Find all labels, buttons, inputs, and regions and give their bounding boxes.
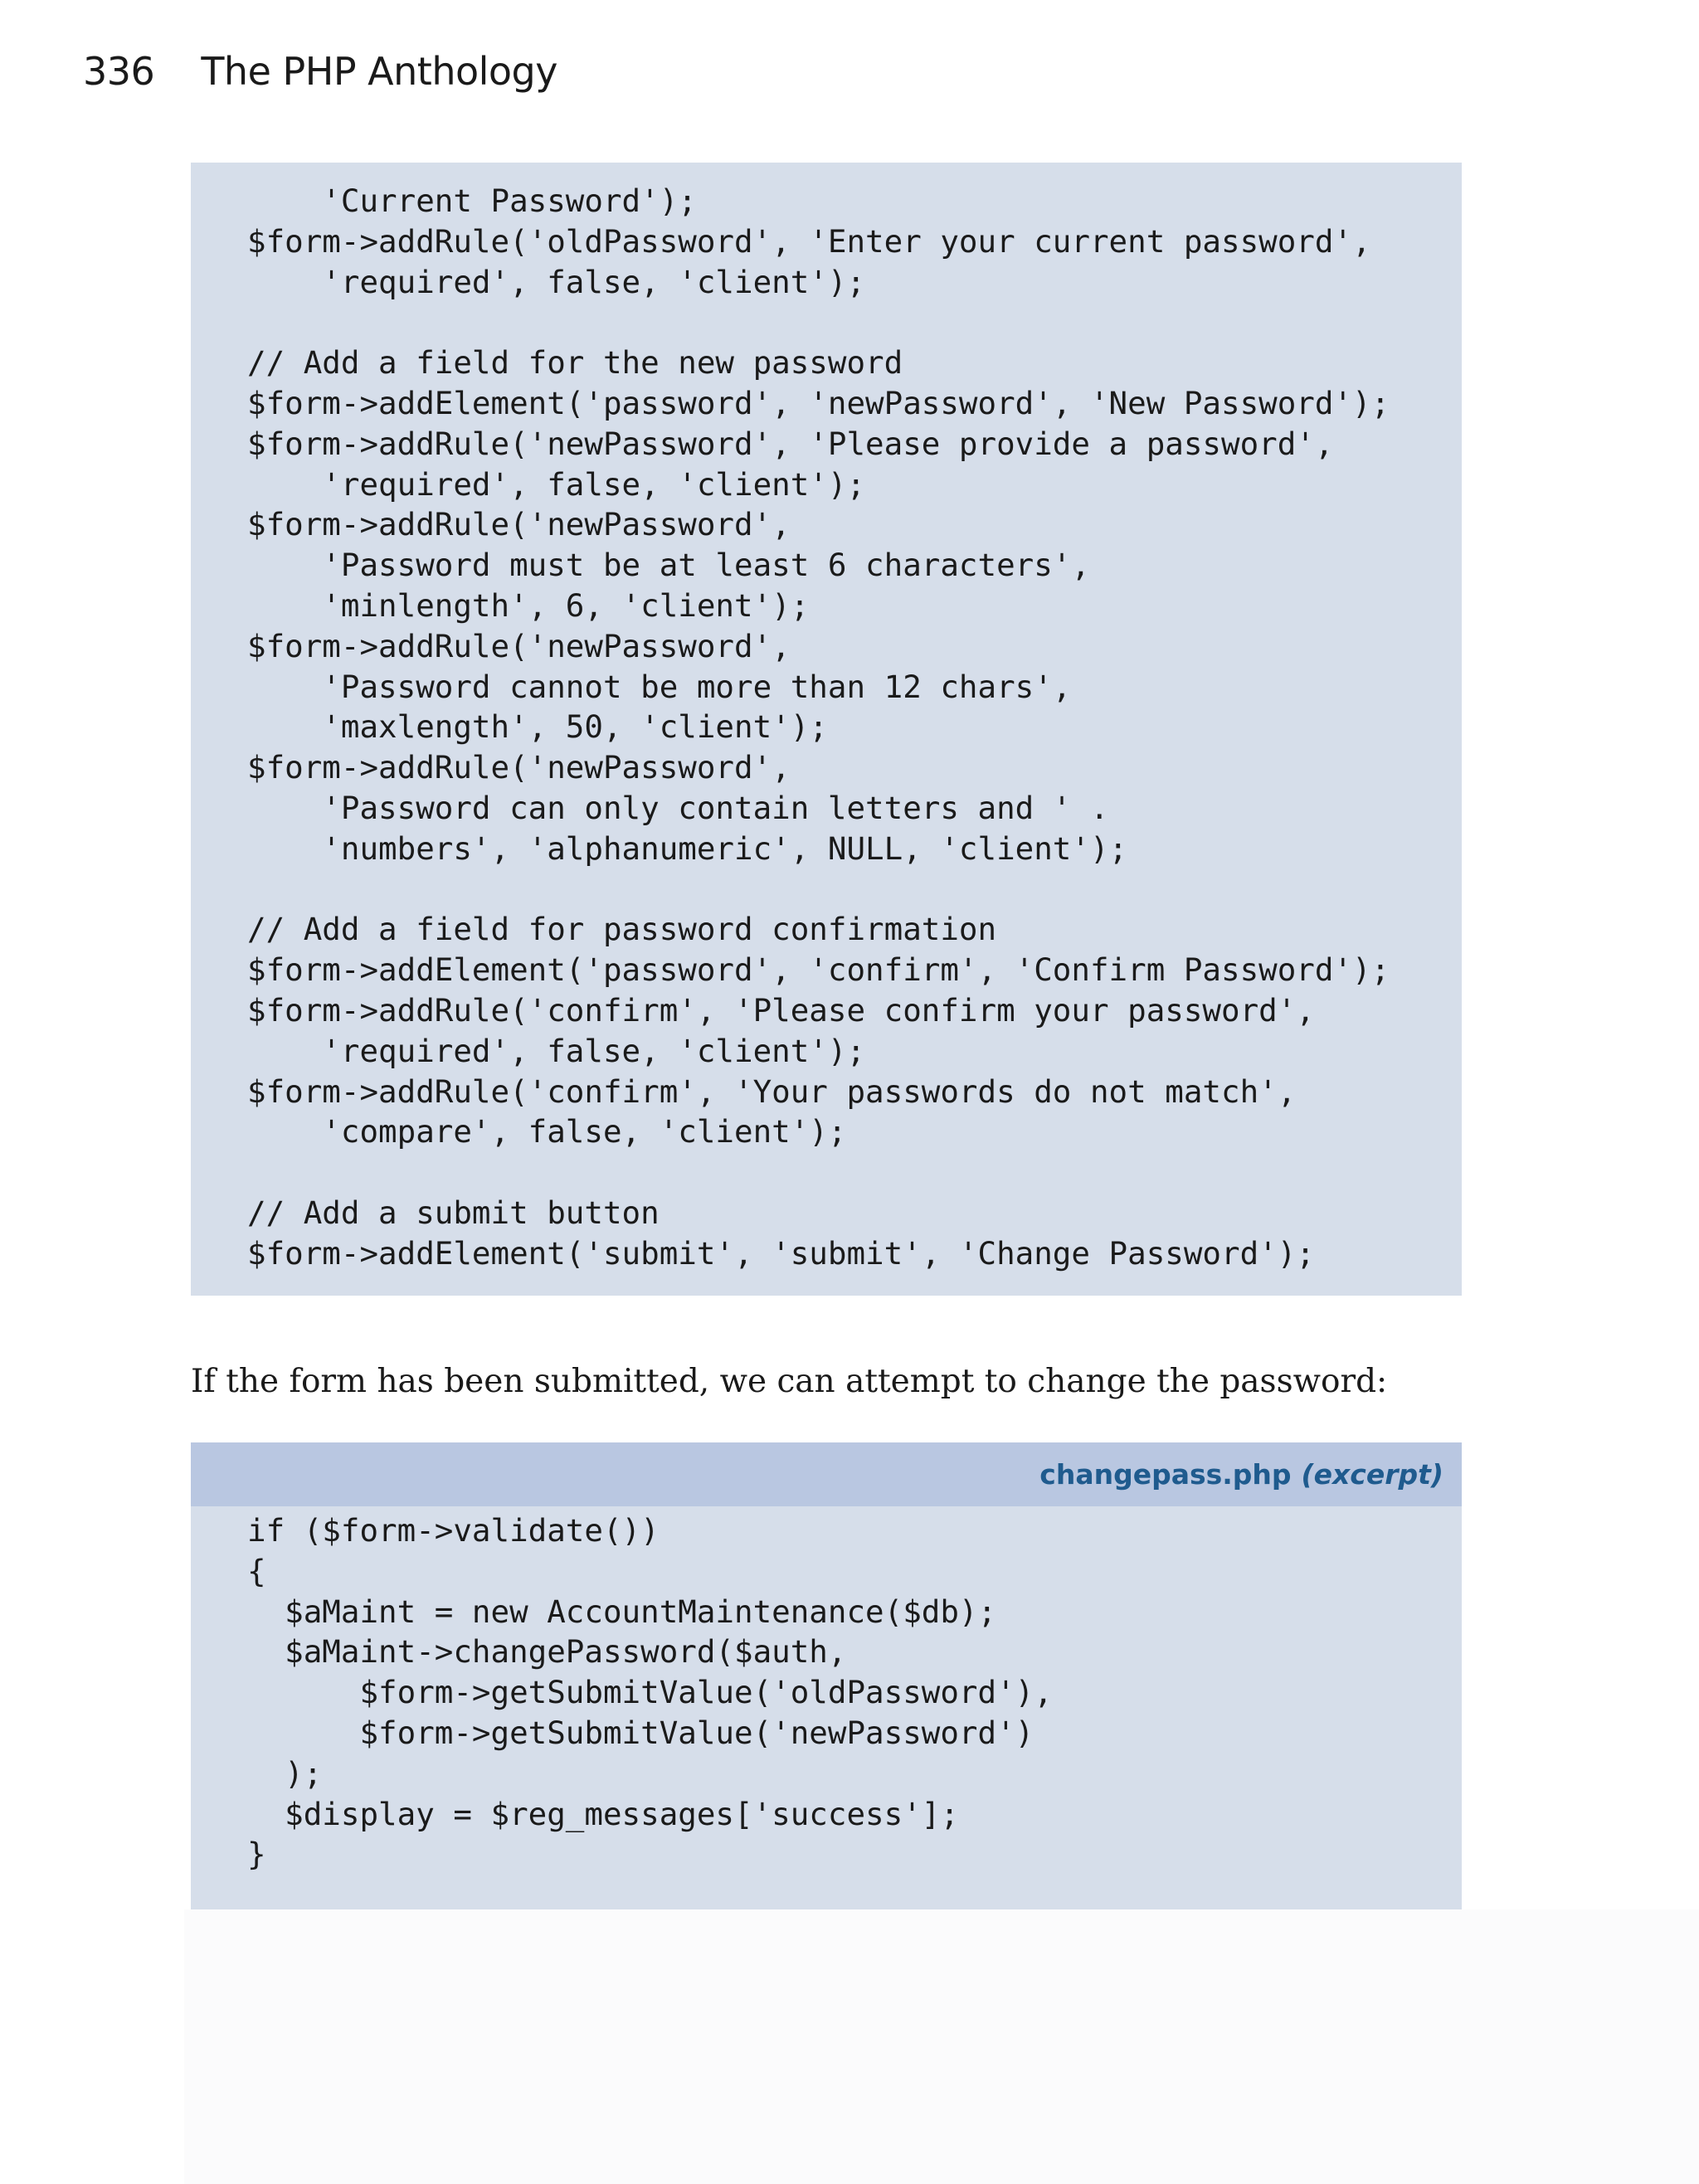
book-title: The PHP Anthology bbox=[201, 49, 557, 94]
code-listing-continued bbox=[191, 163, 1462, 1296]
body-paragraph: If the form has been submitted, we can attempt to change the password: bbox=[191, 1363, 1388, 1400]
code-text: 'Current Password'); $form->addRule('oldPassword', 'Enter your current password', 'required', false, 'client'); // Add a field for the new password $form->addElement('password', 'newPassword', 'New Password'); $form->addRule('newPassword', 'Please provide a password', 'required', false, 'client'); $form->addRule('newPassword', 'Password must be at least 6 characters', 'minlength', 6, 'client'); $form->addRule('newPassword', 'Password cannot be more than 12 chars', 'maxlength', 50, 'client'); $form->addRule('newPassword', 'Password can only contain letters and ' . 'numbers', 'alphanumeric', NULL, 'client'); // Add a field for password confirmation $form->addElement('password', 'confirm', 'Confirm Password'); $form->addRule('confirm', 'Please confirm your password', 'required', false, 'client'); $form->addRule('confirm', 'Your passwords do not match', 'compare', false, 'client'); // Add a submit button $form->addElement('submit', 'submit', 'Change Password'); bbox=[247, 182, 1390, 1272]
code-caption-note: (excerpt) bbox=[1301, 1458, 1443, 1491]
running-head bbox=[83, 46, 557, 96]
page-number: 336 bbox=[83, 49, 155, 94]
code-caption-filename: changepass.php bbox=[1039, 1458, 1292, 1491]
page-bottom-area bbox=[184, 1909, 1699, 2184]
code-body bbox=[191, 1506, 1462, 1875]
code-text: if ($form->validate()) { $aMaint = new AccountMaintenance($db); $aMaint->changePassword($auth, $form->getSubmitValue('oldPassword'), $form->getSubmitValue('newPassword') ); $display = $reg_messages['success']; } bbox=[247, 1512, 1053, 1873]
code-listing-changepass bbox=[191, 1442, 1462, 1909]
code-caption-bar bbox=[191, 1442, 1462, 1506]
